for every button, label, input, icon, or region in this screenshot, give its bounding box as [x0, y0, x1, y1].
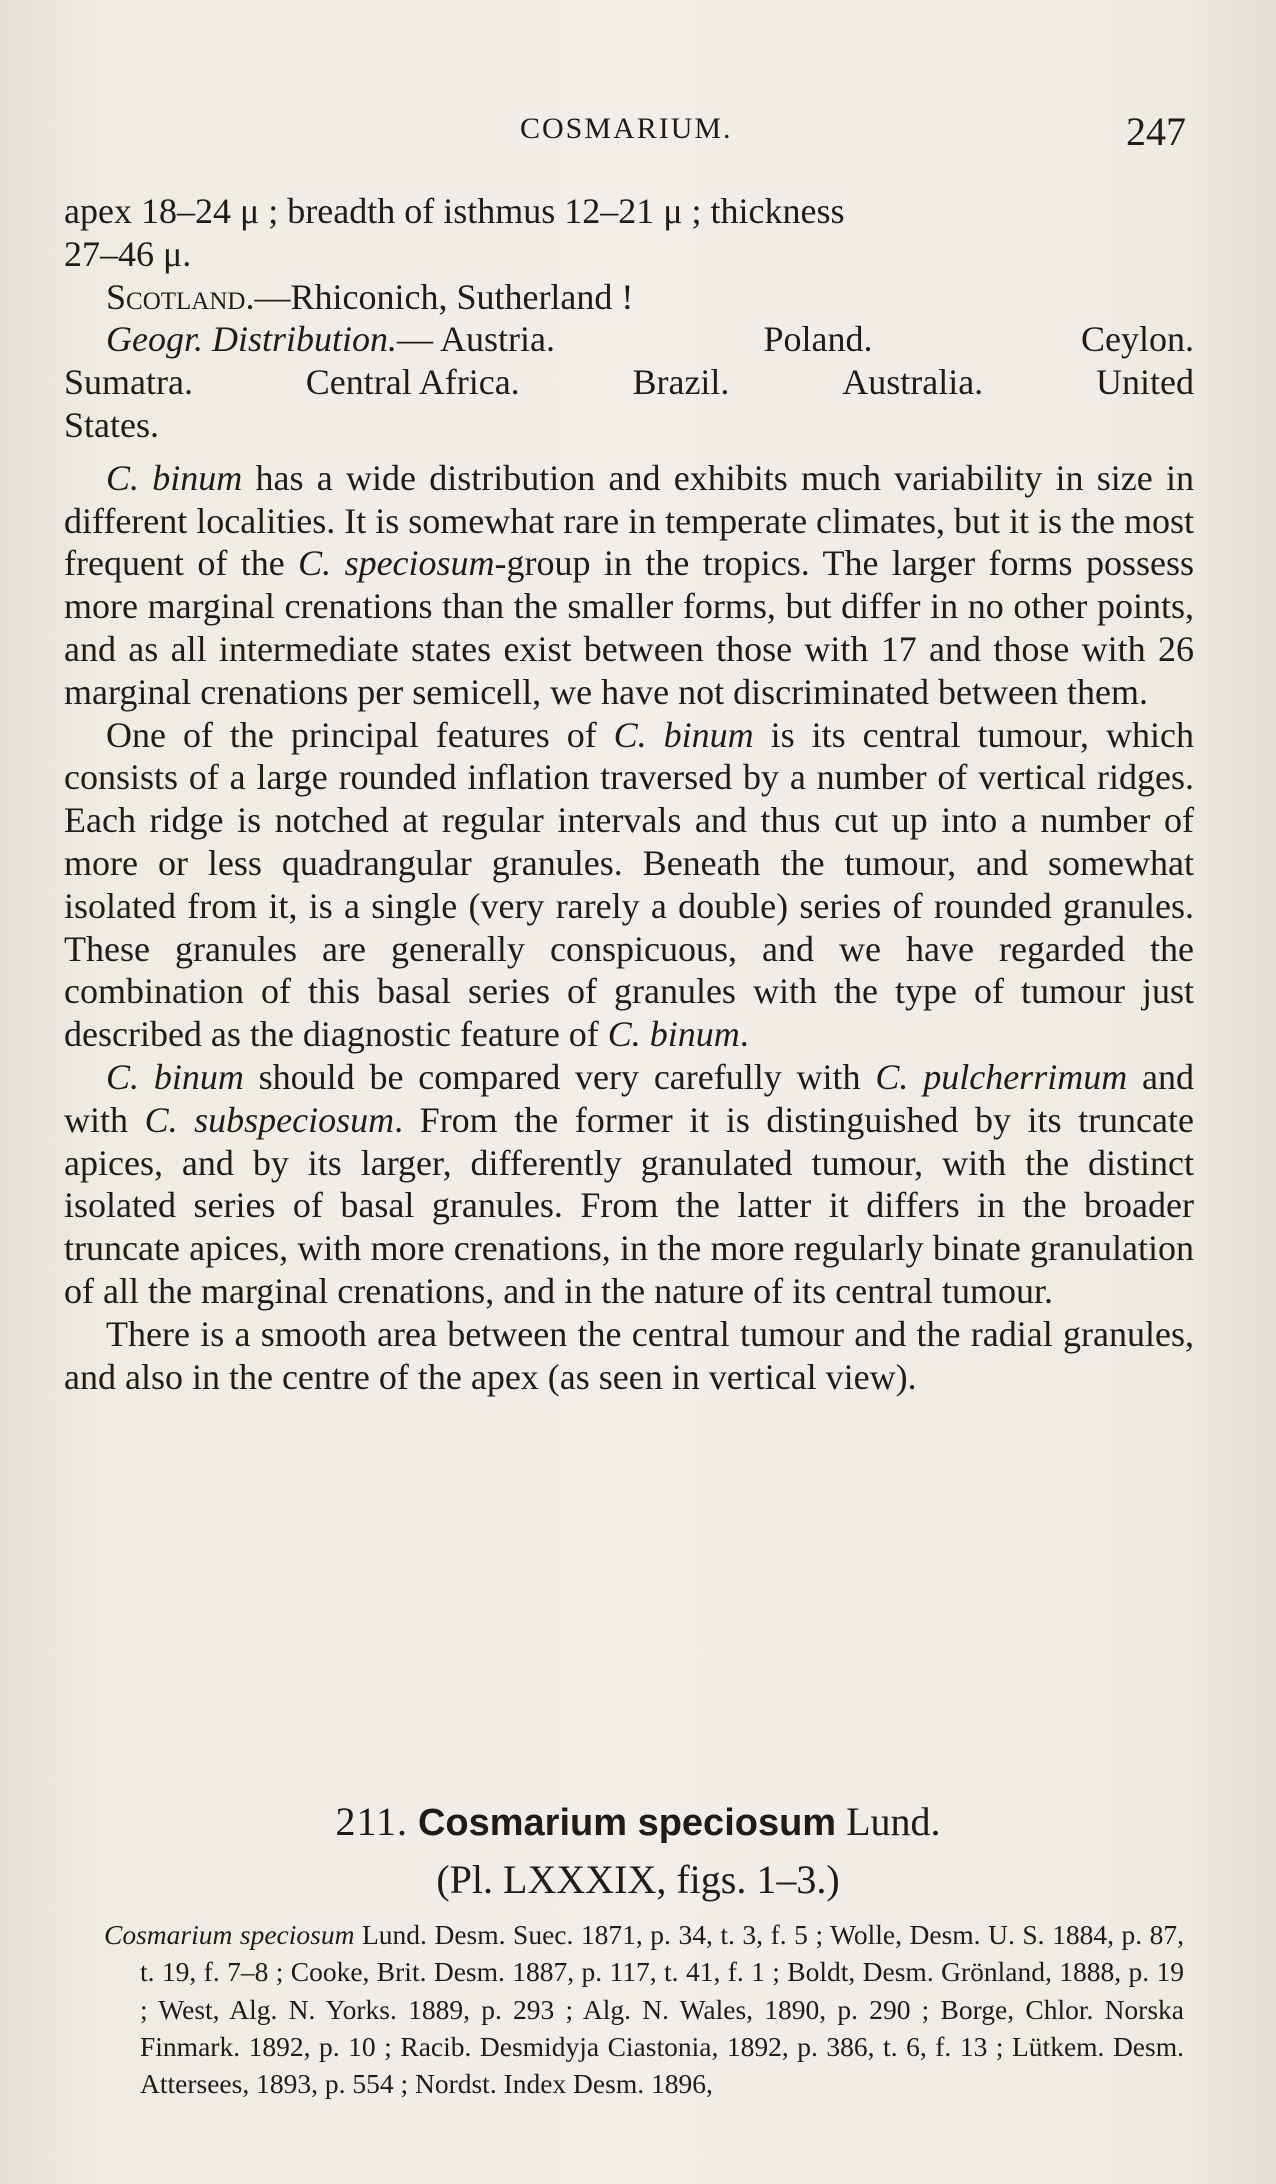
taxon-name: C. binum — [106, 457, 243, 498]
distribution-item: — Austria. — [397, 319, 556, 360]
paragraph-text: . — [739, 1014, 749, 1055]
synonymy-block — [104, 1916, 1184, 2102]
locality-text: .—Rhiconich, Sutherland ! — [245, 276, 634, 317]
measurements-line-1: apex 18–24 μ ; breadth of isthmus 12–21 μ ; thickness — [64, 191, 845, 231]
distribution-item: Brazil. — [632, 362, 730, 403]
paragraph-text: has a wide distribution and exhibits much variability in size in different localities. It is somewhat rare in temperate climates, but it is the most frequent of the — [64, 457, 1195, 584]
synonymy-text: Lund. Desm. Suec. 1871, p. 34, t. 3, f. 5 ; Wolle, Desm. U. S. 1884, p. 87, t. 19, f. 7–8 ; Cooke, Brit. Desm. 1887, p. 117, t. 41, f. 1 ; Boldt, Desm. Grönland, 1888, p. 19 ; West, Alg. N. Yorks. 1889, p. 293 ; Alg. N. Wales, 1890, p. 290 ; Borge, Chlor. Norska Finmark. 1892, p. 10 ; Racib. Desmidyja Ciastonia, 1892, p. 386, t. 6, f. 13 ; Lütkem. Desm. Attersees, 1893, p. 554 ; Nordst. Index Desm. 1896, — [140, 1919, 1185, 2100]
distribution-row-3: States. — [64, 404, 159, 445]
species-author: Lund. — [846, 1799, 941, 1844]
distribution-item: Ceylon. — [1080, 319, 1194, 360]
taxon-name: C. pulcherrimum — [875, 1056, 1128, 1097]
taxon-name: C. speciosum — [298, 543, 495, 584]
distribution-item: Central Africa. — [305, 362, 520, 403]
paragraph-text: . From the former it is distinguished by its truncate apices, and by its larger, differently granulated tumour, with the distinct isolated series of basal granules. From the latter it differs in the broader truncate apices, with more crenations, in the more regularly binate granulation of all the marginal crenations, and in the nature of its central tumour. — [64, 1099, 1194, 1311]
paragraph-3 — [64, 1056, 1194, 1313]
taxon-name: C. binum — [607, 1014, 740, 1055]
paragraph-text: and with — [64, 1056, 1195, 1140]
species-number: 211. — [335, 1799, 408, 1844]
taxon-name: C. binum — [613, 714, 754, 755]
distribution-item: United — [1095, 362, 1194, 403]
paragraph-4: There is a smooth area between the central tumour and the radial granules, and also in the centre of the apex (as seen in vertical view). — [64, 1313, 1194, 1397]
paragraph-1 — [64, 457, 1194, 714]
distribution-item: Sumatra. — [64, 362, 193, 403]
running-head — [0, 108, 1276, 158]
distribution-row-2 — [64, 361, 1194, 404]
page-number: 247 — [1126, 109, 1186, 154]
taxon-name: C. binum — [106, 1056, 244, 1097]
distribution-item: Australia. — [842, 362, 984, 403]
paragraph-text: is its central tumour, which consists of a large rounded inflation traversed by a number of vertical ridges. Each ridge is notched at regular intervals and thus cut up into a number of more or less quadrangular granules. Beneath the tumour, and somewhat isolated from it, is a single (very rarely a double) series of rounded granules. These granules are generally conspicuous, and we have regarded the combination of this basal series of granules with the type of tumour just described as the diagnostic feature of — [64, 714, 1195, 1055]
paragraph-2 — [64, 714, 1194, 1056]
taxon-name: C. subspeciosum — [144, 1099, 395, 1140]
species-name: Cosmarium speciosum — [417, 1802, 837, 1844]
distribution-row-1 — [64, 318, 1194, 361]
paragraph-text: One of the principal features of — [106, 714, 614, 755]
locality-line — [64, 276, 1194, 319]
distribution-item: Poland. — [763, 319, 873, 360]
synonymy-taxon: Cosmarium speciosum — [104, 1919, 355, 1950]
species-heading — [0, 1796, 1276, 1849]
distribution-label: Geogr. Distribution. — [106, 319, 398, 360]
running-head-title: COSMARIUM. — [520, 112, 733, 145]
locality-country: Scotland — [106, 276, 246, 317]
paragraph-text: -group in the tropics. The larger forms possess more marginal crenations than the smaller forms, but differ in no other points, and as all intermediate states exist between those with 17 and those with 26 marginal crenations per semicell, we have not discriminated between them. — [64, 543, 1194, 712]
paragraph-text: should be compared very carefully with — [243, 1056, 876, 1097]
plate-reference: (Pl. LXXXIX, figs. 1–3.) — [436, 1857, 840, 1902]
body-text — [64, 190, 1194, 1398]
measurements-line-2: 27–46 μ. — [64, 233, 192, 274]
